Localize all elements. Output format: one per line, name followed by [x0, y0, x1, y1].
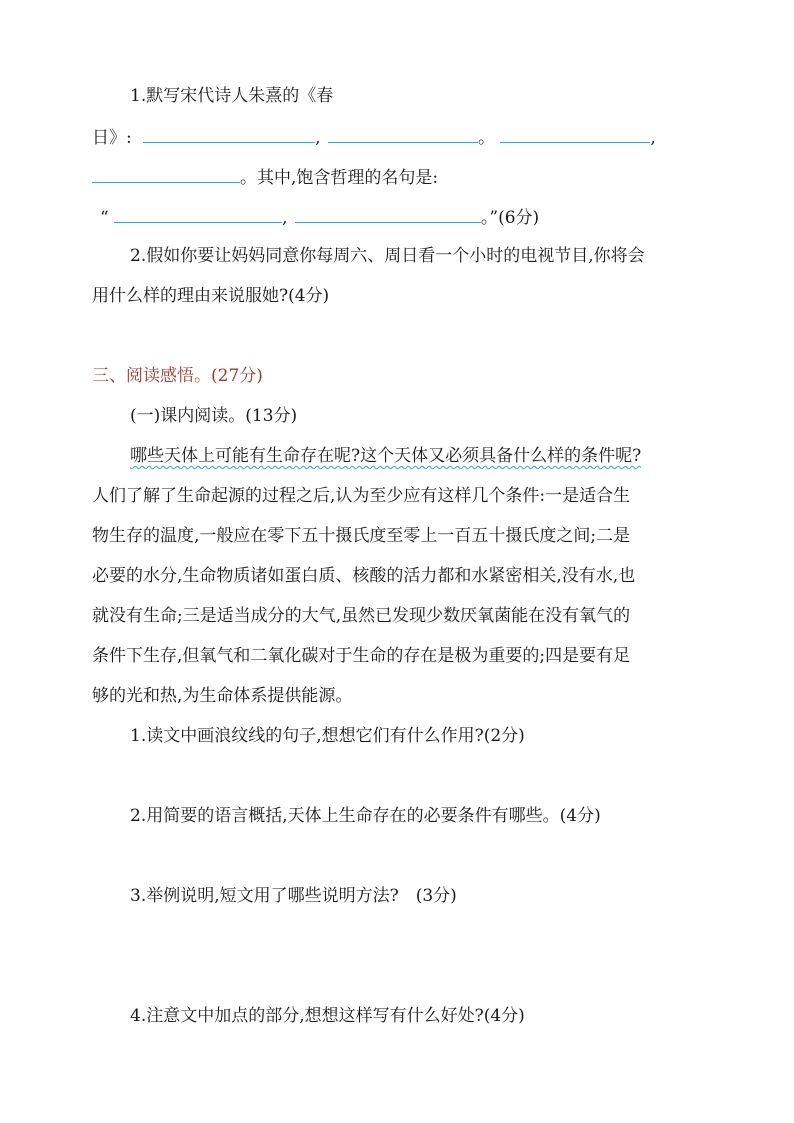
passage-text: 条件下生存,但氧气和二氧化碳对于生命的存在是极为重要的;四是要有足	[92, 646, 631, 666]
poem-separator: ,	[282, 208, 288, 228]
question-text: 3.举例说明,短文用了哪些说明方法? (3分)	[130, 886, 457, 906]
poem-question-text: 1.默写宋代诗人朱熹的《春	[130, 86, 334, 106]
poem-blank-3[interactable]	[500, 124, 650, 143]
passage-line-3	[92, 524, 630, 548]
passage-line-1	[130, 444, 641, 468]
wavy-sentence: 哪些天体上可能有生命存在呢?这个天体又必须具备什么样的条件呢?	[130, 446, 642, 466]
poem-separator: 。	[477, 128, 495, 148]
poem-followup-text: 。其中,饱含哲理的名句是:	[240, 168, 439, 188]
poem-blank-2[interactable]	[328, 124, 478, 143]
passage-line-2	[92, 484, 630, 508]
passage-text: 物生存的温度,一般应在零下五十摄氏度至零上一百五十摄氏度之间;二是	[92, 526, 631, 546]
poem-separator: ,	[315, 128, 321, 148]
poem-blanks-line-1	[92, 124, 656, 150]
passage-text: 人们了解了生命起源的过程之后,认为至少应有这样几个条件:一是适合生	[92, 486, 631, 506]
persuade-question-text: 2.假如你要让妈妈同意你每周六、周日看一个小时的电视节目,你将会	[130, 246, 645, 266]
passage-line-7	[92, 684, 352, 708]
poem-blank-5[interactable]	[114, 204, 282, 223]
quote-close: 。”(6分)	[480, 208, 540, 228]
passage-text: 就没有生命;三是适当成分的大气,虽然已发现少数厌氧菌能在没有氧气的	[92, 606, 631, 626]
question-text: 2.用简要的语言概括,天体上生命存在的必要条件有哪些。(4分)	[130, 806, 601, 826]
passage-line-6	[92, 644, 630, 668]
subsection-title-text: (一)课内阅读。(13分)	[130, 406, 298, 426]
poem-separator: ,	[650, 128, 656, 148]
poem-blank-4[interactable]	[92, 164, 240, 183]
poem-blank-6[interactable]	[295, 204, 481, 223]
question-text: 4.注意文中加点的部分,想想这样写有什么好处?(4分)	[130, 1006, 525, 1026]
subsection-title	[130, 404, 297, 428]
poem-blanks-line-2	[92, 164, 438, 190]
section-title	[92, 364, 263, 388]
reading-question-2	[130, 804, 601, 828]
quote-open: “	[100, 208, 109, 228]
poem-question-text-cont: 日》:	[92, 128, 132, 148]
passage-line-4	[92, 564, 635, 588]
question-text: 1.读文中画浪纹线的句子,想想它们有什么作用?(2分)	[130, 726, 525, 746]
section-title-text: 三、阅读感悟。(27分)	[92, 366, 263, 386]
reading-question-3	[130, 884, 457, 908]
passage-text: 够的光和热,为生命体系提供能源。	[92, 686, 353, 706]
reading-question-1	[130, 724, 525, 748]
persuade-question-line-2	[92, 284, 329, 308]
reading-question-4	[130, 1004, 525, 1028]
poem-question-line-1	[130, 84, 333, 108]
persuade-question-text-cont: 用什么样的理由来说服她?(4分)	[92, 286, 330, 306]
passage-line-5	[92, 604, 630, 628]
poem-blank-1[interactable]	[143, 124, 315, 143]
passage-text: 必要的水分,生命物质诸如蛋白质、核酸的活力都和水紧密相关,没有水,也	[92, 566, 636, 586]
persuade-question-line-1	[130, 244, 645, 268]
poem-blanks-line-3	[100, 204, 539, 230]
